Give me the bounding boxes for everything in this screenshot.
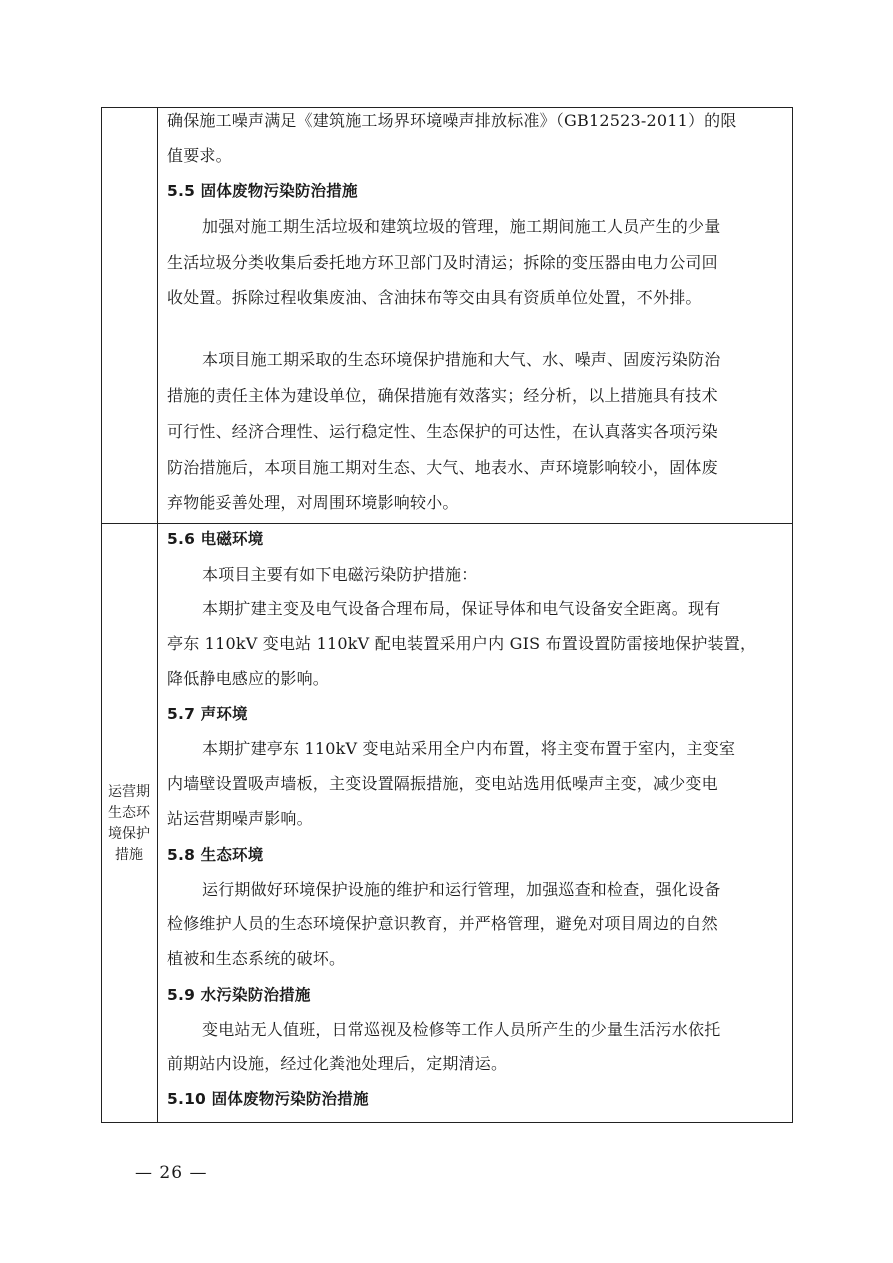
row-label-line: 境保护: [108, 826, 150, 842]
table-column-divider: [157, 107, 158, 1123]
table-row-divider: [101, 523, 793, 524]
text-line: 本项目主要有如下电磁污染防护措施：: [202, 565, 478, 584]
text-line: 降低静电感应的影响。: [167, 669, 330, 688]
section-heading-5-5: 5.5 固体废物污染防治措施: [167, 182, 358, 200]
table-border-bottom: [101, 1122, 793, 1123]
table-border-left: [101, 107, 102, 1123]
text-line: 检修维护人员的生态环境保护意识教育，并严格管理，避免对项目周边的自然: [167, 914, 718, 933]
text-line: 变电站无人值班，日常巡视及检修等工作人员所产生的少量生活污水依托: [202, 1020, 721, 1039]
section-heading-5-10: 5.10 固体废物污染防治措施: [167, 1090, 369, 1108]
text-line: 值要求。: [167, 146, 232, 165]
row-label-line: 措施: [115, 847, 143, 863]
text-line: 生活垃圾分类收集后委托地方环卫部门及时清运；拆除的变压器由电力公司回: [167, 253, 718, 272]
text-line: 本期扩建亭东 110kV 变电站采用全户内布置，将主变布置于室内，主变室: [202, 739, 736, 758]
section-heading-5-9: 5.9 水污染防治措施: [167, 986, 311, 1004]
table-border-top: [101, 107, 793, 108]
text-line: 亭东 110kV 变电站 110kV 配电装置采用户内 GIS 布置设置防雷接地保护装置，: [167, 634, 757, 653]
text-line: 内墙壁设置吸声墙板，主变设置隔振措施，变电站选用低噪声主变，减少变电: [167, 774, 718, 793]
table-border-right: [792, 107, 793, 1123]
text-line: 运行期做好环境保护设施的维护和运行管理，加强巡查和检查，强化设备: [202, 880, 721, 899]
section-heading-5-7: 5.7 声环境: [167, 705, 248, 723]
section-heading-5-6: 5.6 电磁环境: [167, 530, 264, 548]
text-line: 前期站内设施，经过化粪池处理后，定期清运。: [167, 1054, 508, 1073]
text-line: 站运营期噪声影响。: [167, 809, 313, 828]
text-line: 本项目施工期采取的生态环境保护措施和大气、水、噪声、固废污染防治: [202, 350, 721, 369]
row-label-operation-period: [103, 782, 155, 866]
text-line: 本期扩建主变及电气设备合理布局，保证导体和电气设备安全距离。现有: [202, 599, 721, 618]
text-line: 防治措施后，本项目施工期对生态、大气、地表水、声环境影响较小，固体废: [167, 458, 718, 477]
text-line: 措施的责任主体为建设单位，确保措施有效落实；经分析，以上措施具有技术: [167, 386, 718, 405]
text-line: 可行性、经济合理性、运行稳定性、生态保护的可达性，在认真落实各项污染: [167, 422, 718, 441]
text-line: 弃物能妥善处理，对周围环境影响较小。: [167, 493, 459, 512]
text-line: 收处置。拆除过程收集废油、含油抹布等交由具有资质单位处置，不外排。: [167, 288, 702, 307]
text-line: 确保施工噪声满足《建筑施工场界环境噪声排放标准》（GB12523-2011）的限: [167, 111, 737, 130]
text-line: 加强对施工期生活垃圾和建筑垃圾的管理，施工期间施工人员产生的少量: [202, 217, 721, 236]
section-heading-5-8: 5.8 生态环境: [167, 846, 264, 864]
page-number: — 26 —: [135, 1163, 208, 1183]
text-line: 植被和生态系统的破坏。: [167, 949, 346, 968]
row-label-line: 运营期: [108, 784, 150, 800]
row-label-line: 生态环: [108, 805, 150, 821]
